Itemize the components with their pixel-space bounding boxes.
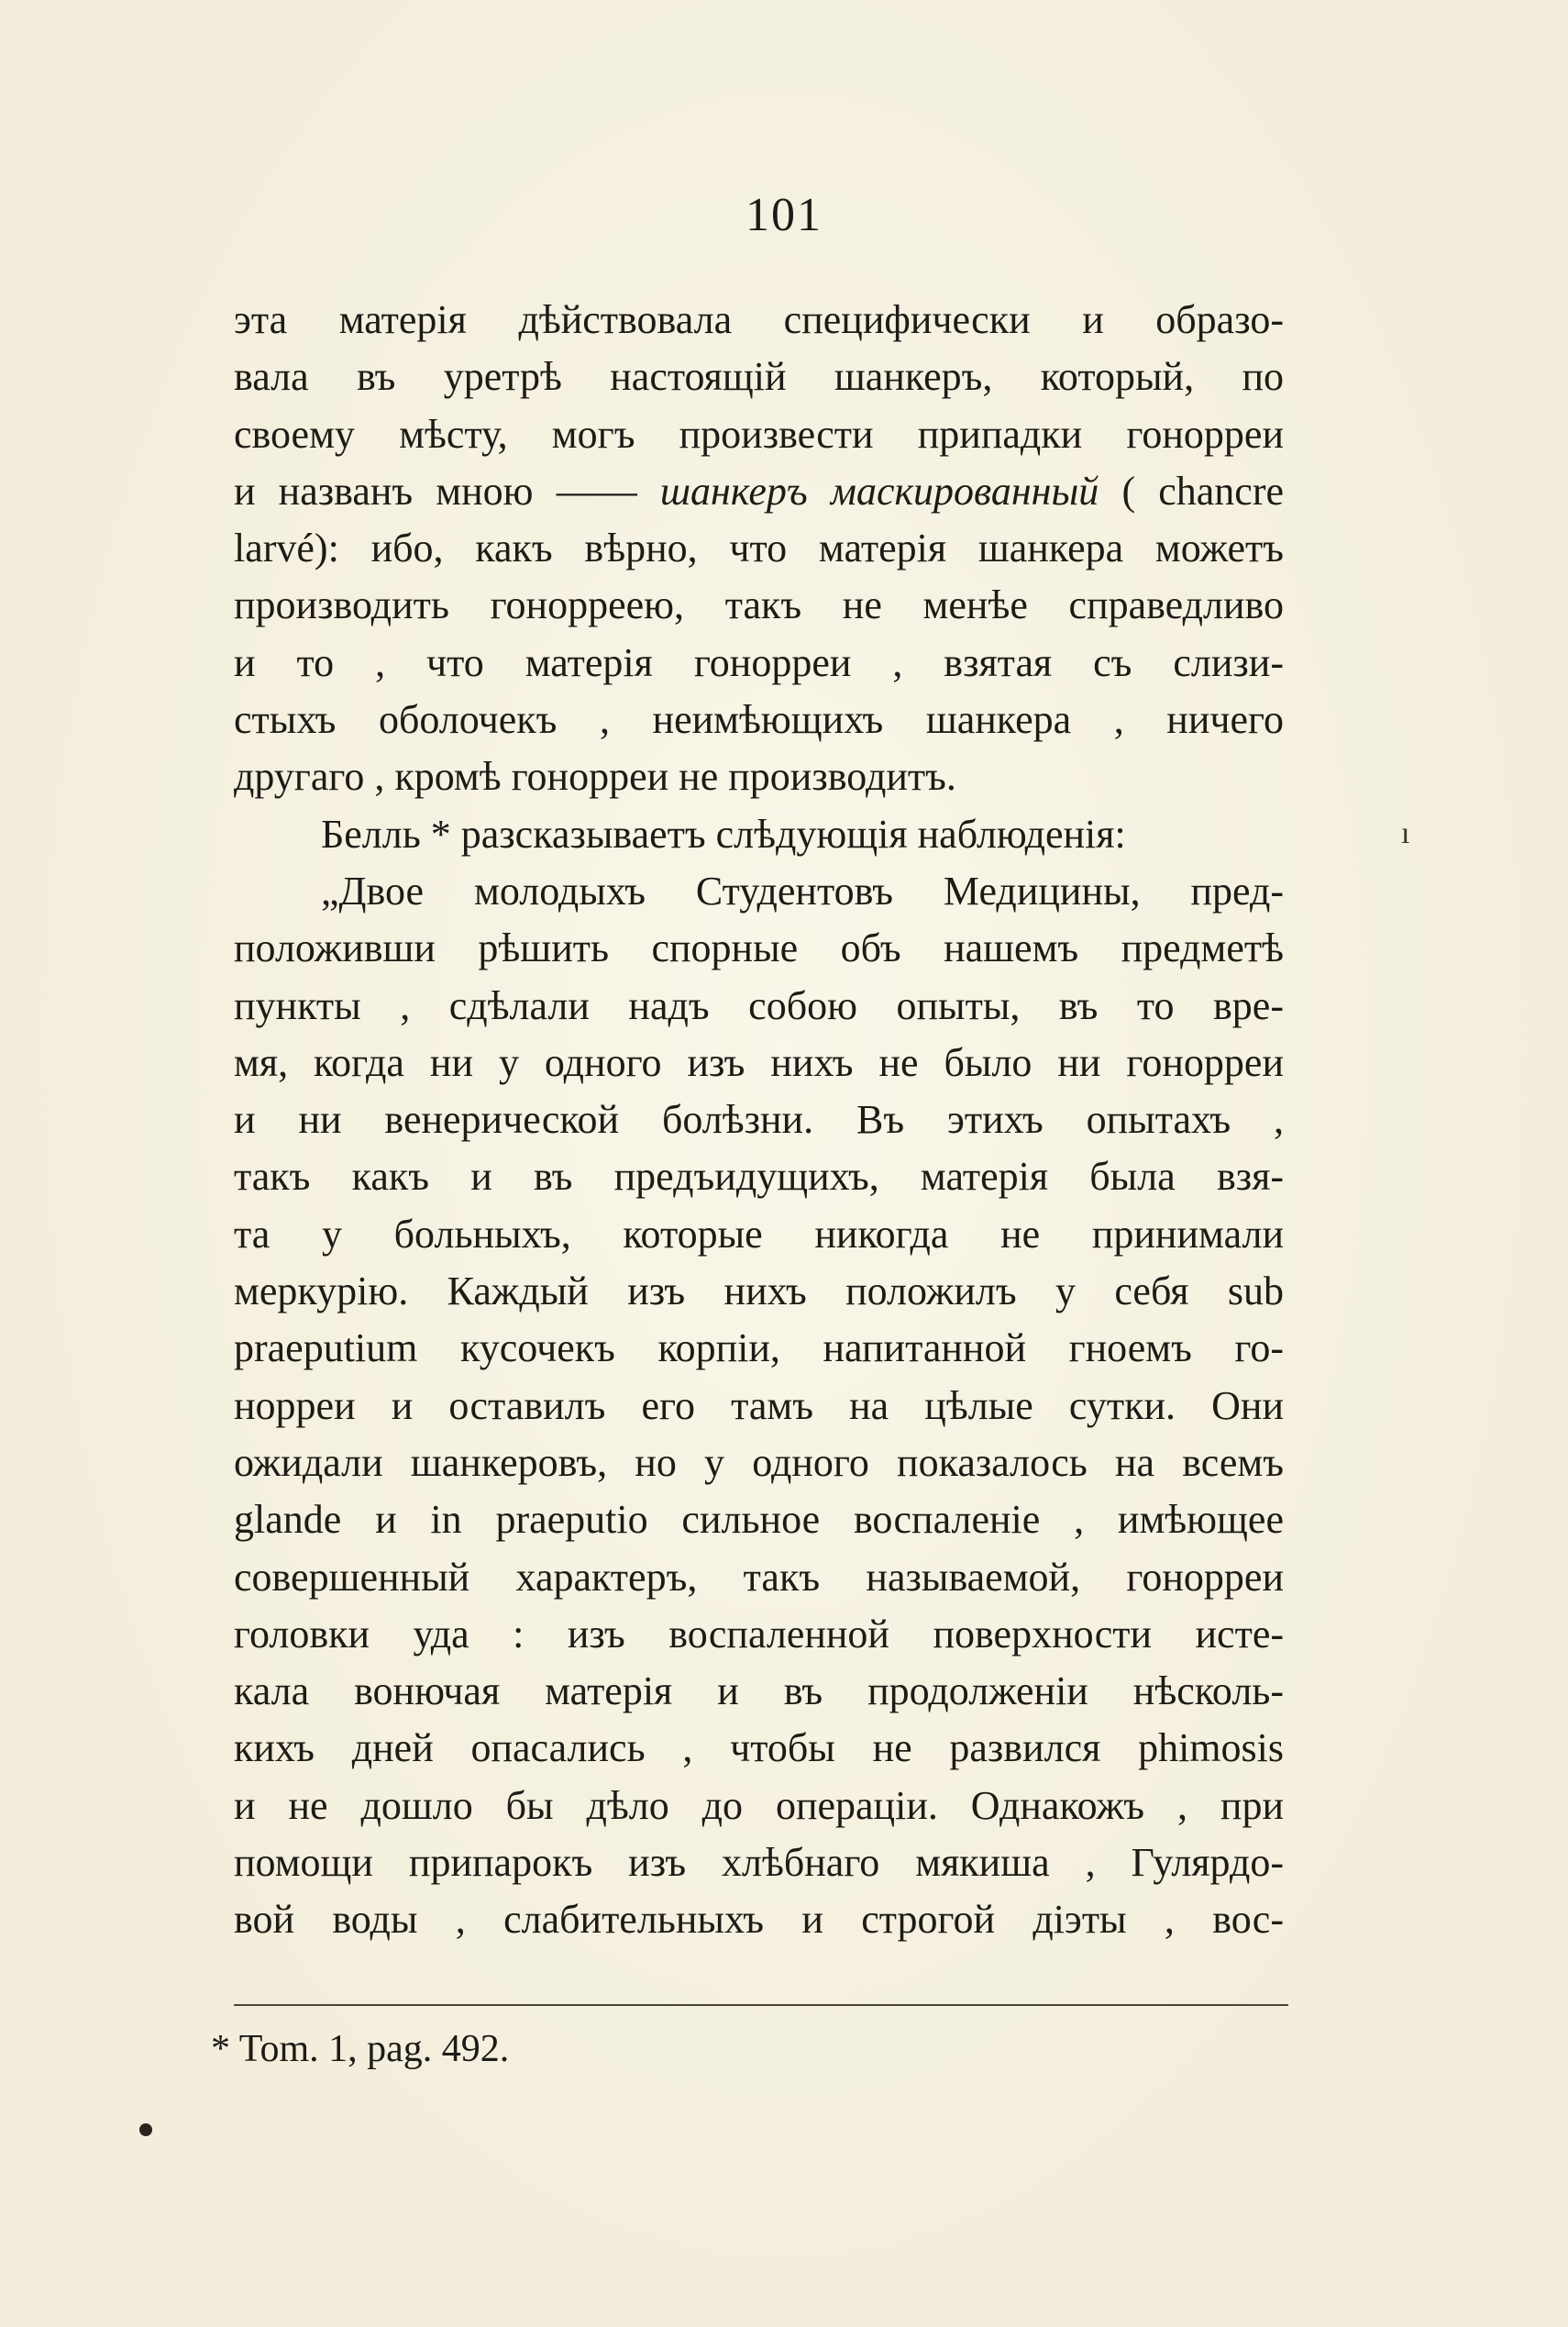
text-line: такъ какъ и въ предъидущихъ, матерія была взя-: [234, 1154, 1284, 1200]
text-line: larvé): ибо, какъ вѣрно, что матерія шанкера можетъ: [234, 526, 1284, 571]
text-line: головки уда : изъ воспаленной поверхности истe-: [234, 1611, 1284, 1657]
text-line: совершенный характеръ, такъ называемой, гонорреи: [234, 1554, 1284, 1600]
text-line: положивши рѣшить спорные объ нашемъ предметѣ: [234, 925, 1284, 971]
text-line: ожидали шанкеровъ, но у одного показалось на всемъ: [234, 1439, 1284, 1485]
margin-mark: ı: [1401, 816, 1410, 850]
ink-dot: [139, 2123, 152, 2136]
text-line: эта матерія дѣйствовала специфически и образо-: [234, 297, 1284, 342]
text-line: та у больныхъ, которые никогда не принимали: [234, 1211, 1284, 1257]
text-line-end: ( chancre: [1099, 468, 1284, 514]
text-line: вой воды , слабительныхъ и строгой діэты , вос-: [234, 1897, 1284, 1943]
text-line: и не дошло бы дѣло до операціи. Однакожъ , при: [234, 1782, 1284, 1828]
text-line: glande и in praeputio сильное воспаленіе , имѣющее: [234, 1497, 1284, 1543]
text-line-start: и названъ мною ——: [234, 468, 660, 514]
text-line: меркурію. Каждый изъ нихъ положилъ у себя sub: [234, 1269, 1284, 1314]
text-line: производить гонорреею, такъ не менѣе справедливо: [234, 582, 1284, 628]
text-line: мя, когда ни у одного изъ нихъ не было ни гонорреи: [234, 1039, 1284, 1085]
text-line: praeputium кусочекъ корпіи, напитанной гноемъ го-: [234, 1325, 1284, 1371]
footnote: * Tom. 1, pag. 492.: [211, 2028, 510, 2070]
text-line: и то , что матерія гонорреи , взятая съ слизи-: [234, 639, 1284, 685]
text-line: кала вонючая матерія и въ продолженіи нѣсколь-: [234, 1668, 1284, 1714]
text-line: помощи припарокъ изъ хлѣбнаго мякиша , Гулярдо-: [234, 1840, 1284, 1886]
text-line: стыхъ оболочекъ , неимѣющихъ шанкера , ничего: [234, 697, 1284, 743]
text-line: кихъ дней опасались , чтобы не развился phimosis: [234, 1725, 1284, 1771]
text-line: [234, 463, 1284, 520]
body-text: [234, 292, 1284, 1949]
text-line: своему мѣсту, могъ произвести припадки гонорреи: [234, 411, 1284, 457]
text-line: и ни венерической болѣзни. Въ этихъ опытахъ ,: [234, 1097, 1284, 1143]
text-line: другаго , кромѣ гонорреи не производитъ.: [234, 754, 956, 800]
text-line: пункты , сдѣлали надъ собою опыты, въ то вре-: [234, 982, 1284, 1028]
text-line: Белль * разсказываетъ слѣдующія наблюденія:: [321, 811, 1126, 857]
italic-term: шанкеръ маскированный: [659, 468, 1099, 514]
page-number: 101: [745, 189, 823, 241]
text-line: норреи и оставилъ его тамъ на цѣлые сутки. Они: [234, 1382, 1284, 1428]
text-line: „Двое молодыхъ Студентовъ Медицины, пред-: [321, 868, 1284, 914]
footnote-divider: [234, 2004, 1288, 2006]
text-line: вала въ уретрѣ настоящій шанкеръ, который, по: [234, 354, 1284, 400]
